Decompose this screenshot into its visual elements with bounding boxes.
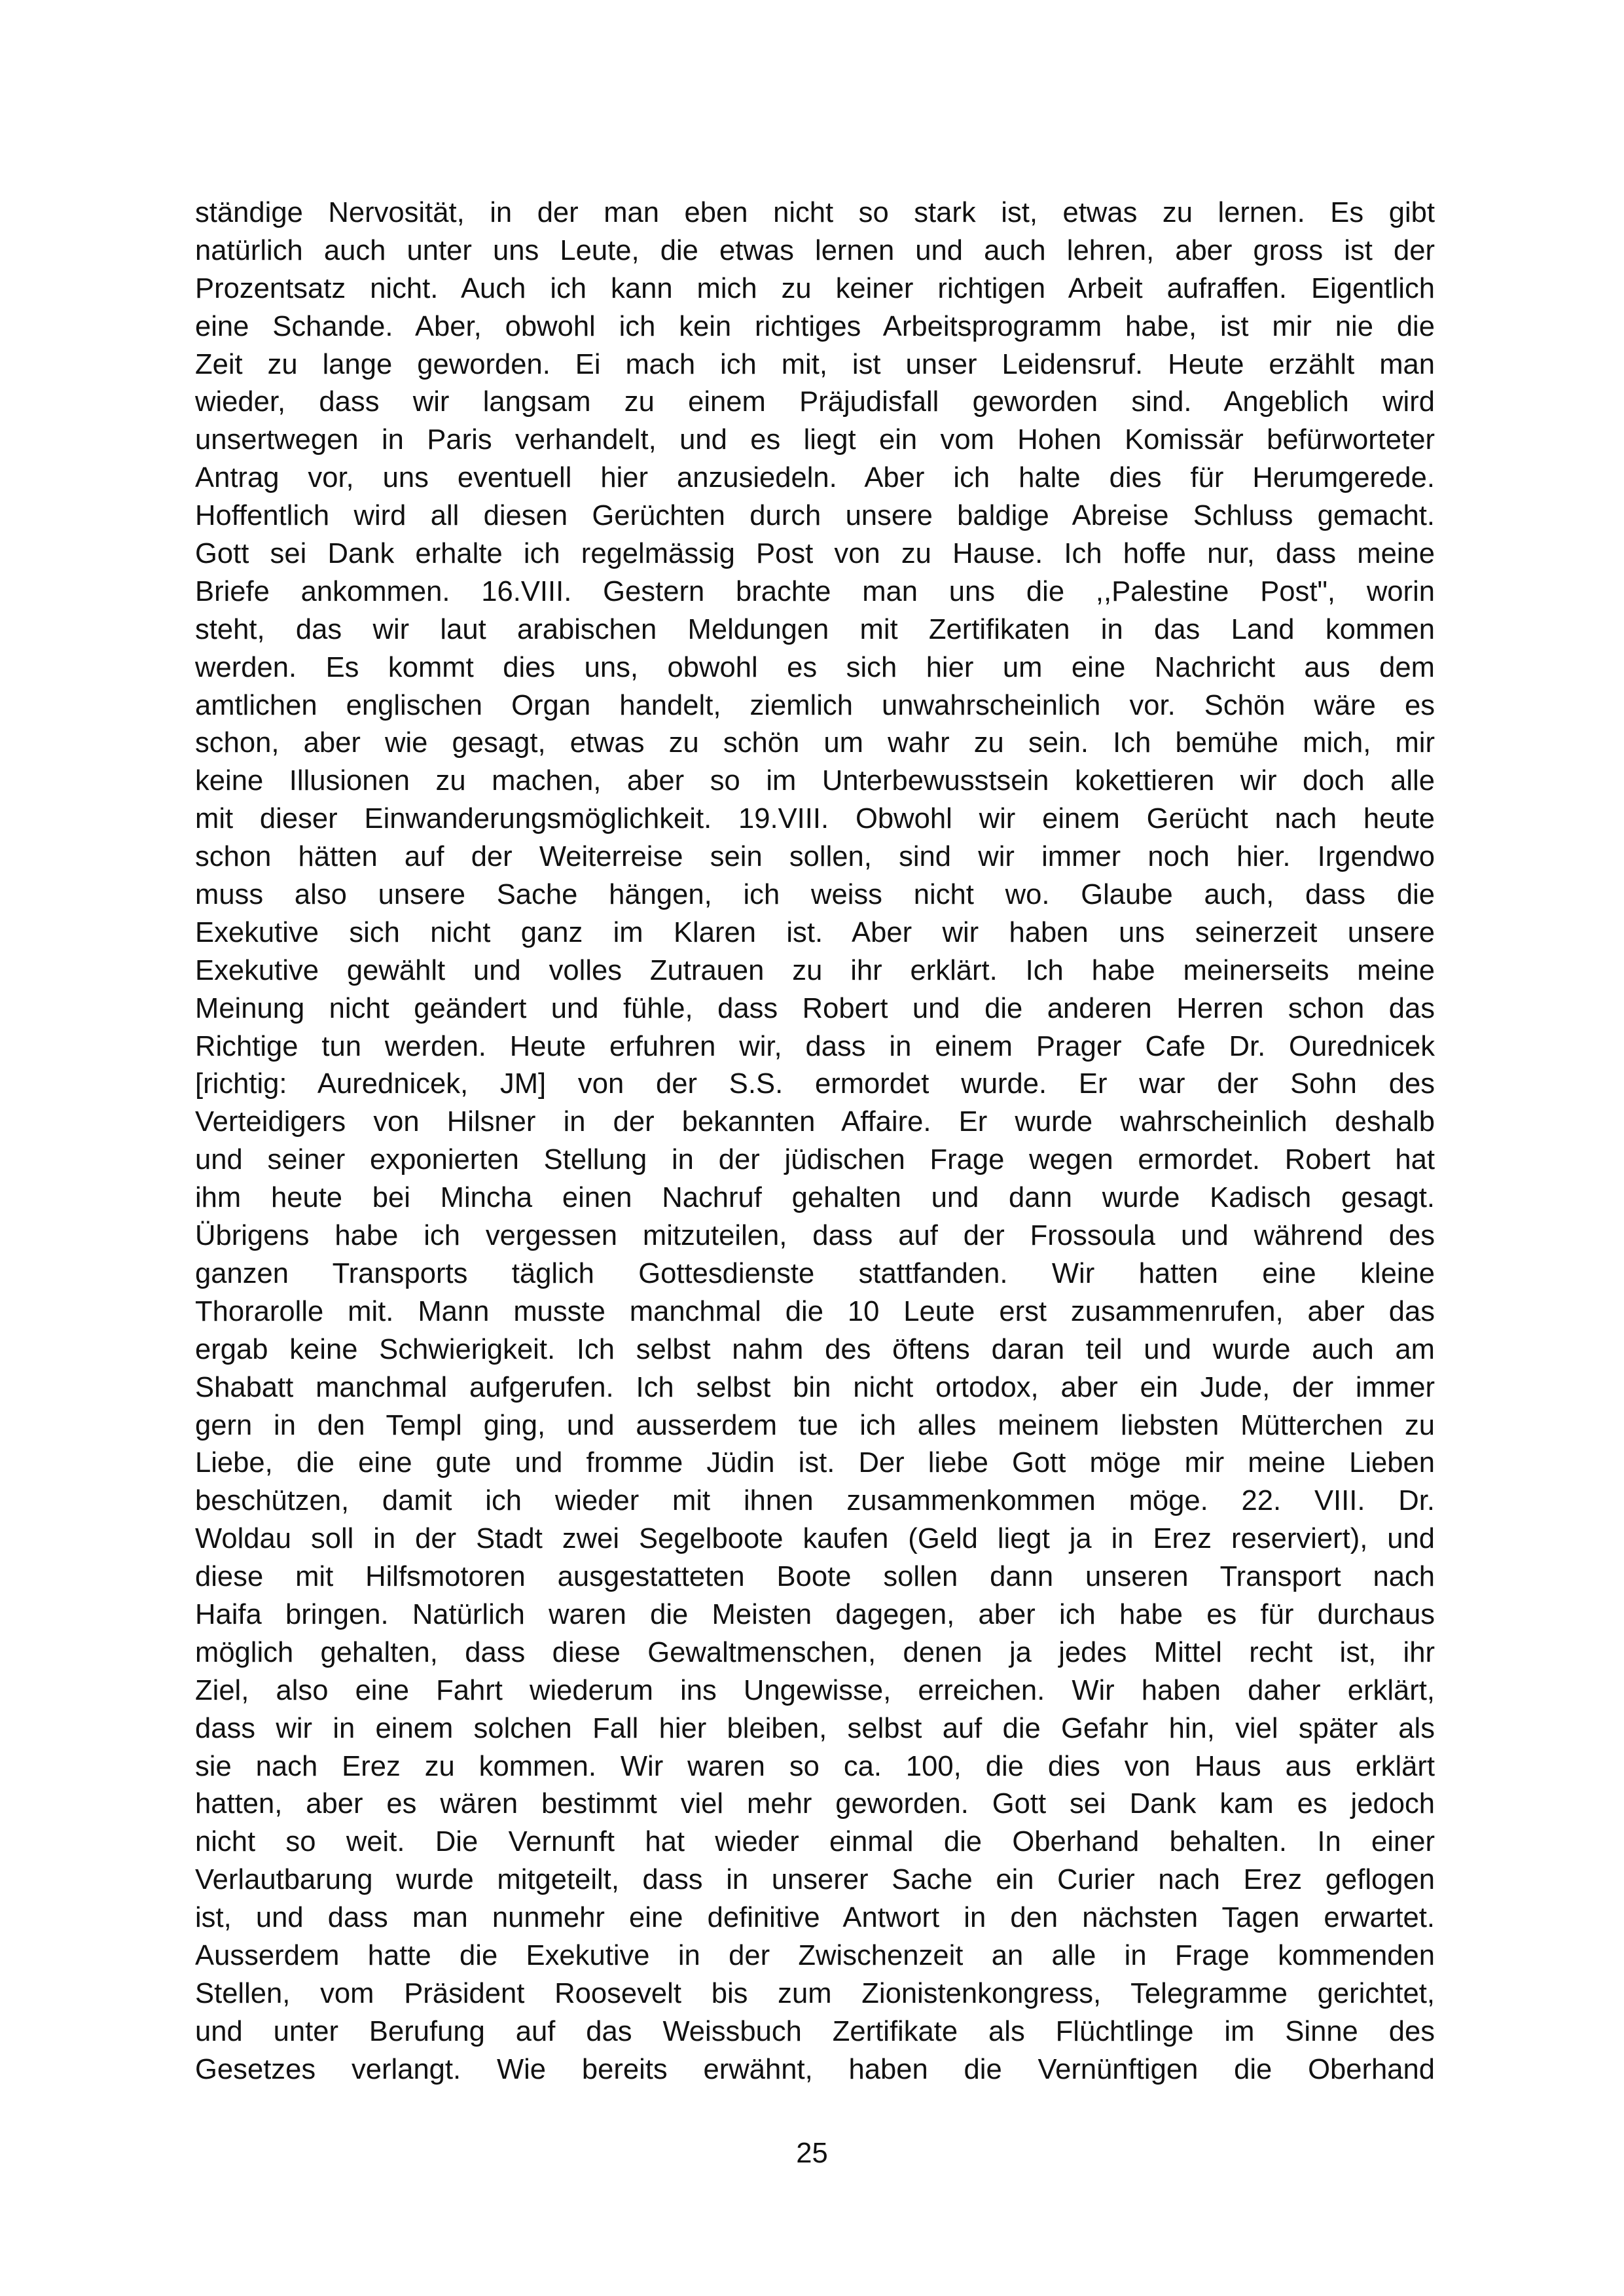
- text-line: wieder, dass wir langsam zu einem Präjudisfall geworden sind. Angeblich wird: [195, 386, 1435, 418]
- text-line: Ziel, also eine Fahrt wiederum ins Ungewisse, erreichen. Wir haben daher erklärt,: [195, 1674, 1435, 1706]
- text-line: steht, das wir laut arabischen Meldungen mit Zertifikaten in das Land kommen: [195, 613, 1435, 645]
- text-line: unsertwegen in Paris verhandelt, und es liegt ein vom Hohen Komissär befürworteter: [195, 424, 1435, 456]
- text-line: eine Schande. Aber, obwohl ich kein richtiges Arbeitsprogramm habe, ist mir nie die: [195, 310, 1435, 342]
- text-line: ist, und dass man nunmehr eine definitive Antwort in den nächsten Tagen erwartet.: [195, 1902, 1435, 1934]
- text-line: Liebe, die eine gute und fromme Jüdin ist. Der liebe Gott möge mir meine Lieben: [195, 1447, 1435, 1479]
- text-line: und unter Berufung auf das Weissbuch Zertifikate als Flüchtlinge im Sinne des: [195, 2015, 1435, 2047]
- text-line: Verlautbarung wurde mitgeteilt, dass in unserer Sache ein Curier nach Erez geflogen: [195, 1864, 1435, 1896]
- text-line: nicht so weit. Die Vernunft hat wieder einmal die Oberhand behalten. In einer: [195, 1826, 1435, 1858]
- text-line: Gesetzes verlangt. Wie bereits erwähnt, haben die Vernünftigen die Oberhand: [195, 2053, 1435, 2085]
- text-line: ständige Nervosität, in der man eben nicht so stark ist, etwas zu lernen. Es gibt: [195, 197, 1435, 228]
- text-line: Prozentsatz nicht. Auch ich kann mich zu keiner richtigen Arbeit aufraffen. Eigentlich: [195, 272, 1435, 304]
- text-line: Briefe ankommen. 16.VIII. Gestern brachte man uns die ,,Palestine Post", worin: [195, 575, 1435, 607]
- text-line: Haifa bringen. Natürlich waren die Meisten dagegen, aber ich habe es für durchaus: [195, 1598, 1435, 1630]
- text-line: schon, aber wie gesagt, etwas zu schön um wahr zu sein. Ich bemühe mich, mir: [195, 727, 1435, 759]
- text-line: und seiner exponierten Stellung in der jüdischen Frage wegen ermordet. Robert hat: [195, 1144, 1435, 1176]
- text-line: werden. Es kommt dies uns, obwohl es sich hier um eine Nachricht aus dem: [195, 651, 1435, 683]
- text-line: keine Illusionen zu machen, aber so im Unterbewusstsein kokettieren wir doch alle: [195, 765, 1435, 797]
- text-line: Stellen, vom Präsident Roosevelt bis zum Zionistenkongress, Telegramme gerichtet,: [195, 1977, 1435, 2009]
- text-line: natürlich auch unter uns Leute, die etwas lernen und auch lehren, aber gross ist der: [195, 234, 1435, 266]
- text-line: Exekutive gewählt und volles Zutrauen zu ihr erklärt. Ich habe meinerseits meine: [195, 954, 1435, 986]
- text-line: Übrigens habe ich vergessen mitzuteilen, dass auf der Frossoula und während des: [195, 1220, 1435, 1252]
- text-line: ergab keine Schwierigkeit. Ich selbst nahm des öftens daran teil und wurde auch am: [195, 1333, 1435, 1365]
- text-line: Gott sei Dank erhalte ich regelmässig Post von zu Hause. Ich hoffe nur, dass meine: [195, 538, 1435, 570]
- text-line: hatten, aber es wären bestimmt viel mehr geworden. Gott sei Dank kam es jedoch: [195, 1788, 1435, 1820]
- text-line: Ausserdem hatte die Exekutive in der Zwischenzeit an alle in Frage kommenden: [195, 1939, 1435, 1971]
- text-line: Woldau soll in der Stadt zwei Segelboote kaufen (Geld liegt ja in Erez reserviert), und: [195, 1523, 1435, 1555]
- text-line: [richtig: Aurednicek, JM] von der S.S. ermordet wurde. Er war der Sohn des: [195, 1068, 1435, 1100]
- text-line: dass wir in einem solchen Fall hier bleiben, selbst auf die Gefahr hin, viel später als: [195, 1712, 1435, 1744]
- text-line: beschützen, damit ich wieder mit ihnen zusammenkommen möge. 22. VIII. Dr.: [195, 1485, 1435, 1517]
- text-line: diese mit Hilfsmotoren ausgestatteten Boote sollen dann unseren Transport nach: [195, 1561, 1435, 1593]
- text-line: Verteidigers von Hilsner in der bekannten Affaire. Er wurde wahrscheinlich deshalb: [195, 1106, 1435, 1138]
- text-line: Exekutive sich nicht ganz im Klaren ist. Aber wir haben uns seinerzeit unsere: [195, 916, 1435, 948]
- text-line: amtlichen englischen Organ handelt, ziemlich unwahrscheinlich vor. Schön wäre es: [195, 689, 1435, 721]
- text-line: ganzen Transports täglich Gottesdienste stattfanden. Wir hatten eine kleine: [195, 1257, 1435, 1289]
- text-line: muss also unsere Sache hängen, ich weiss nicht wo. Glaube auch, dass die: [195, 879, 1435, 911]
- text-line: gern in den Templ ging, und ausserdem tue ich alles meinem liebsten Mütterchen zu: [195, 1409, 1435, 1441]
- text-line: Thorarolle mit. Mann musste manchmal die 10 Leute erst zusammenrufen, aber das: [195, 1295, 1435, 1327]
- text-line: Meinung nicht geändert und fühle, dass Robert und die anderen Herren schon das: [195, 992, 1435, 1024]
- text-line: Hoffentlich wird all diesen Gerüchten durch unsere baldige Abreise Schluss gemacht.: [195, 500, 1435, 532]
- text-line: möglich gehalten, dass diese Gewaltmenschen, denen ja jedes Mittel recht ist, ihr: [195, 1636, 1435, 1668]
- text-line: Antrag vor, uns eventuell hier anzusiedeln. Aber ich halte dies für Herumgerede.: [195, 462, 1435, 494]
- page-number: 25: [796, 2138, 828, 2169]
- text-line: Zeit zu lange geworden. Ei mach ich mit, ist unser Leidensruf. Heute erzählt man: [195, 348, 1435, 380]
- text-line: schon hätten auf der Weiterreise sein sollen, sind wir immer noch hier. Irgendwo: [195, 841, 1435, 873]
- text-line: mit dieser Einwanderungsmöglichkeit. 19.VIII. Obwohl wir einem Gerücht nach heute: [195, 803, 1435, 835]
- text-line: Richtige tun werden. Heute erfuhren wir, dass in einem Prager Cafe Dr. Ourednicek: [195, 1030, 1435, 1062]
- body-text: [195, 194, 1435, 2089]
- text-line: ihm heute bei Mincha einen Nachruf gehalten und dann wurde Kadisch gesagt.: [195, 1182, 1435, 1214]
- text-line: Shabatt manchmal aufgerufen. Ich selbst bin nicht ortodox, aber ein Jude, der immer: [195, 1371, 1435, 1403]
- text-line: sie nach Erez zu kommen. Wir waren so ca. 100, die dies von Haus aus erklärt: [195, 1750, 1435, 1782]
